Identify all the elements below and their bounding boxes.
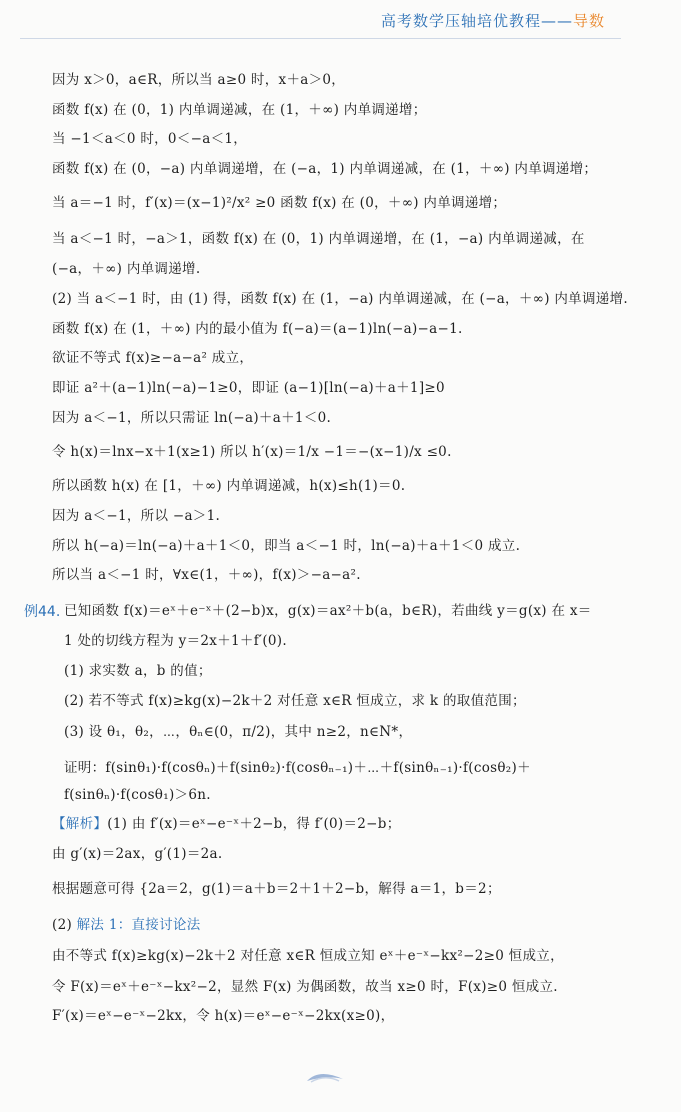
text-line: 因为 a＜−1，所以只需证 ln(−a)＋a＋1＜0.	[52, 410, 332, 426]
text-line: 所以当 a＜−1 时，∀x∈(1，＋∞)，f(x)＞−a−a².	[52, 567, 361, 583]
solution-line	[52, 815, 401, 833]
publisher-logo	[305, 1070, 345, 1084]
text-line: 函数 f(x) 在 (0，1) 内单调递减，在 (1，＋∞) 内单调递增；	[52, 102, 427, 118]
text-line: 即证 a²＋(a−1)ln(−a)−1≥0，即证 (a−1)[ln(−a)＋a＋1]≥0	[52, 380, 445, 396]
solution-line: 由不等式 f(x)≥kg(x)−2k＋2 对任意 x∈R 恒成立知 eˣ＋e⁻ˣ−kx²−2≥0 恒成立，	[52, 948, 564, 964]
solution-label: 【解析】	[52, 816, 108, 832]
method-line	[52, 916, 201, 934]
method-prefix: (2)	[52, 917, 77, 933]
page-header	[381, 10, 605, 31]
example-line: (2) 若不等式 f(x)≥kg(x)−2k＋2 对任意 x∈R 恒成立，求 k 的取值范围；	[64, 693, 526, 709]
text-line: 所以 h(−a)＝ln(−a)＋a＋1＜0，即当 a＜−1 时，ln(−a)＋a＋1＜0 成立.	[52, 538, 521, 554]
example-label: 例44.	[24, 604, 61, 620]
text-line: (−a，＋∞) 内单调递增.	[52, 261, 201, 277]
chapter-title: 导数	[572, 12, 605, 30]
book-title: 高考数学压轴培优教程——	[380, 12, 573, 30]
example-line: f(sinθₙ)·f(cosθ₁)＞6n.	[64, 787, 211, 803]
text-line: (2) 当 a＜−1 时，由 (1) 得，函数 f(x) 在 (1，−a) 内单调递减，在 (−a，＋∞) 内单调递增.	[52, 291, 628, 307]
text-line: 令 h(x)＝lnx−x＋1(x≥1) 所以 h′(x)＝1/x −1＝−(x−1)/x ≤0.	[52, 444, 452, 460]
example-line: (3) 设 θ₁，θ₂，⋯，θₙ∈(0，π/2)，其中 n≥2，n∈N*，	[64, 724, 413, 740]
method-label: 解法 1：直接讨论法	[76, 917, 201, 933]
example-line: 1 处的切线方程为 y＝2x＋1＋f′(0).	[64, 633, 287, 649]
solution-line: F′(x)＝eˣ−e⁻ˣ−2kx，令 h(x)＝eˣ−e⁻ˣ−2kx(x≥0)，	[52, 1008, 395, 1024]
header-divider	[20, 38, 621, 39]
text-line: 函数 f(x) 在 (1，＋∞) 内的最小值为 f(−a)＝(a−1)ln(−a)−a−1.	[52, 321, 463, 337]
text-line: 因为 a＜−1，所以 −a＞1.	[52, 508, 221, 524]
text-line: 因为 x＞0，a∈R，所以当 a≥0 时，x＋a＞0，	[52, 72, 346, 88]
solution-text: (1) 由 f′(x)＝eˣ−e⁻ˣ＋2−b，得 f′(0)＝2−b；	[107, 816, 401, 832]
solution-line: 令 F(x)＝eˣ＋e⁻ˣ−kx²−2，显然 F(x) 为偶函数，故当 x≥0 时，F(x)≥0 恒成立.	[52, 979, 558, 995]
example-line: (1) 求实数 a，b 的值；	[64, 663, 212, 679]
text-line: 所以函数 h(x) 在 [1，＋∞) 内单调递减，h(x)≤h(1)＝0.	[52, 478, 406, 494]
text-line: 函数 f(x) 在 (0，−a) 内单调递增，在 (−a，1) 内单调递减，在 (1，＋∞) 内单调递增；	[52, 161, 598, 177]
text-line: 当 −1＜a＜0 时，0＜−a＜1，	[52, 131, 248, 147]
solution-line: 根据题意可得 {2a＝2，g(1)＝a＋b＝2＋1＋2−b，解得 a＝1，b＝2；	[52, 881, 501, 897]
example-line: 证明：f(sinθ₁)·f(cosθₙ)＋f(sinθ₂)·f(cosθₙ₋₁)＋⋯＋f(sinθₙ₋₁)·f(cosθ₂)＋	[64, 760, 531, 776]
example-line: 已知函数 f(x)＝eˣ＋e⁻ˣ＋(2−b)x，g(x)＝ax²＋b(a，b∈R)，若曲线 y＝g(x) 在 x＝	[64, 603, 592, 619]
solution-line: 由 g′(x)＝2ax，g′(1)＝2a.	[52, 846, 223, 862]
text-line: 欲证不等式 f(x)≥−a−a² 成立，	[52, 350, 254, 366]
text-line: 当 a＜−1 时，−a＞1，函数 f(x) 在 (0，1) 内单调递增，在 (1，−a) 内单调递减，在	[52, 231, 585, 247]
text-line: 当 a＝−1 时，f′(x)＝(x−1)²/x² ≥0 函数 f(x) 在 (0，＋∞) 内单调递增；	[52, 195, 507, 211]
